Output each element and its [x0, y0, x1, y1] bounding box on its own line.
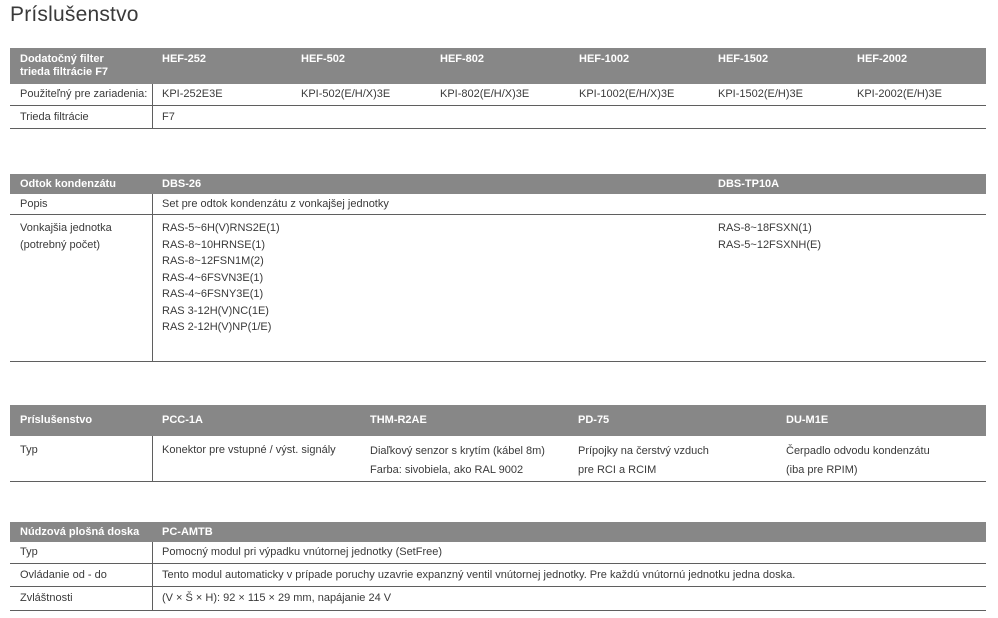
- accessory-table: [10, 405, 986, 482]
- filter-col-hef-1502: HEF-1502: [718, 53, 769, 65]
- table-cell: Prípojky na čerstvý vzduch pre RCI a RCIM: [578, 445, 709, 476]
- table-cell: (V × Š × H): 92 × 115 × 29 mm, napájanie 24 V: [162, 592, 392, 604]
- accessory-col-pd-75: PD-75: [578, 414, 610, 426]
- filter-col-hef-502: HEF-502: [301, 53, 346, 65]
- table-cell: [718, 220, 821, 253]
- table-cell: F7: [162, 111, 175, 123]
- list-item: RAS-5~12FSXNH(E): [718, 238, 822, 251]
- list-item: RAS-5~6H(V)RNS2E(1): [162, 222, 280, 234]
- drain-table: [10, 174, 986, 362]
- accessory-row-type: [10, 436, 986, 482]
- drain-col-dbs-tp10a: DBS-TP10A: [718, 178, 780, 190]
- filter-header-label: Dodatočný filter trieda filtrácie F7: [20, 53, 109, 78]
- emergency-table: [10, 522, 986, 611]
- table-cell: KPI-502(E/H/X)3E: [301, 88, 391, 100]
- filter-col-hef-802: HEF-802: [440, 53, 485, 65]
- accessory-table-header: [10, 405, 986, 436]
- drain-header-label: Odtok kondenzátu: [20, 178, 116, 190]
- column-divider: [152, 106, 153, 128]
- filter-row-class: [10, 106, 986, 129]
- drain-col-dbs-26: DBS-26: [162, 178, 202, 190]
- table-cell: [162, 220, 280, 336]
- column-divider: [152, 194, 153, 214]
- column-divider: [152, 84, 153, 105]
- emergency-row-specials: [10, 587, 986, 611]
- emergency-row-type: [10, 542, 986, 564]
- accessory-col-thm-r2ae: THM-R2AE: [370, 414, 427, 426]
- emergency-header-label: Núdzová plošná doska: [20, 526, 140, 538]
- table-cell: Konektor pre vstupné / výst. signály: [162, 444, 336, 456]
- drain-row-outdoor: [10, 215, 986, 362]
- column-divider: [152, 436, 153, 481]
- accessory-col-du-m1e: DU-M1E: [786, 414, 829, 426]
- list-item: RAS-8~12FSN1M(2): [162, 255, 264, 267]
- column-divider: [152, 587, 153, 610]
- table-cell: Pomocný modul pri výpadku vnútornej jednotky (SetFree): [162, 546, 443, 558]
- list-item: RAS-8~10HRNSE(1): [162, 238, 266, 251]
- column-divider: [152, 215, 153, 361]
- row-label: Zvláštnosti: [20, 592, 73, 604]
- filter-col-hef-252: HEF-252: [162, 53, 207, 65]
- column-divider: [152, 542, 153, 563]
- list-item: RAS 3-12H(V)NC(1E): [162, 304, 269, 317]
- page-title: Príslušenstvo: [10, 3, 139, 26]
- list-item: RAS-4~6FSNY3E(1): [162, 288, 264, 300]
- drain-table-header: [10, 174, 986, 194]
- row-label: Popis: [20, 198, 48, 210]
- table-cell: Set pre odtok kondenzátu z vonkajšej jednotky: [162, 198, 389, 210]
- table-cell: Diaľkový senzor s krytím (kábel 8m) Farba: sivobiela, ako RAL 9002: [370, 445, 545, 476]
- table-cell: Čerpadlo odvodu kondenzátu (iba pre RPIM): [786, 445, 930, 476]
- table-cell: Tento modul automaticky v prípade poruchy uzavrie expanzný ventil vnútornej jednotky. Pre každú vnútornú jednotku jedna doska.: [162, 569, 796, 581]
- table-cell: KPI-1002(E/H/X)3E: [579, 88, 675, 100]
- accessory-header-label: Príslušenstvo: [20, 414, 93, 426]
- row-label: Trieda filtrácie: [20, 111, 89, 123]
- accessory-col-pcc-1a: PCC-1A: [162, 414, 203, 426]
- emergency-row-control: [10, 564, 986, 587]
- row-label: Vonkajšia jednotka (potrebný počet): [20, 222, 112, 251]
- table-cell: KPI-252E3E: [162, 88, 223, 100]
- filter-row-usage: [10, 84, 986, 106]
- drain-row-description: [10, 194, 986, 215]
- column-divider: [152, 564, 153, 586]
- list-item: RAS-8~18FSXN(1): [718, 222, 812, 234]
- row-label: Typ: [20, 444, 38, 456]
- row-label: Ovládanie od - do: [20, 569, 107, 581]
- table-cell: KPI-802(E/H/X)3E: [440, 88, 530, 100]
- filter-col-hef-1002: HEF-1002: [579, 53, 630, 65]
- emergency-table-header: [10, 522, 986, 542]
- filter-table: [10, 48, 986, 129]
- table-cell: KPI-2002(E/H)3E: [857, 88, 942, 100]
- filter-col-hef-2002: HEF-2002: [857, 53, 908, 65]
- filter-table-header: [10, 48, 986, 84]
- emergency-col-pc-amtb: PC-AMTB: [162, 526, 213, 538]
- row-label: Typ: [20, 546, 38, 558]
- list-item: RAS-4~6FSVN3E(1): [162, 271, 264, 284]
- list-item: RAS 2-12H(V)NP(1/E): [162, 321, 272, 333]
- table-cell: KPI-1502(E/H)3E: [718, 88, 803, 100]
- row-label: Použiteľný pre zariadenia:: [20, 88, 148, 100]
